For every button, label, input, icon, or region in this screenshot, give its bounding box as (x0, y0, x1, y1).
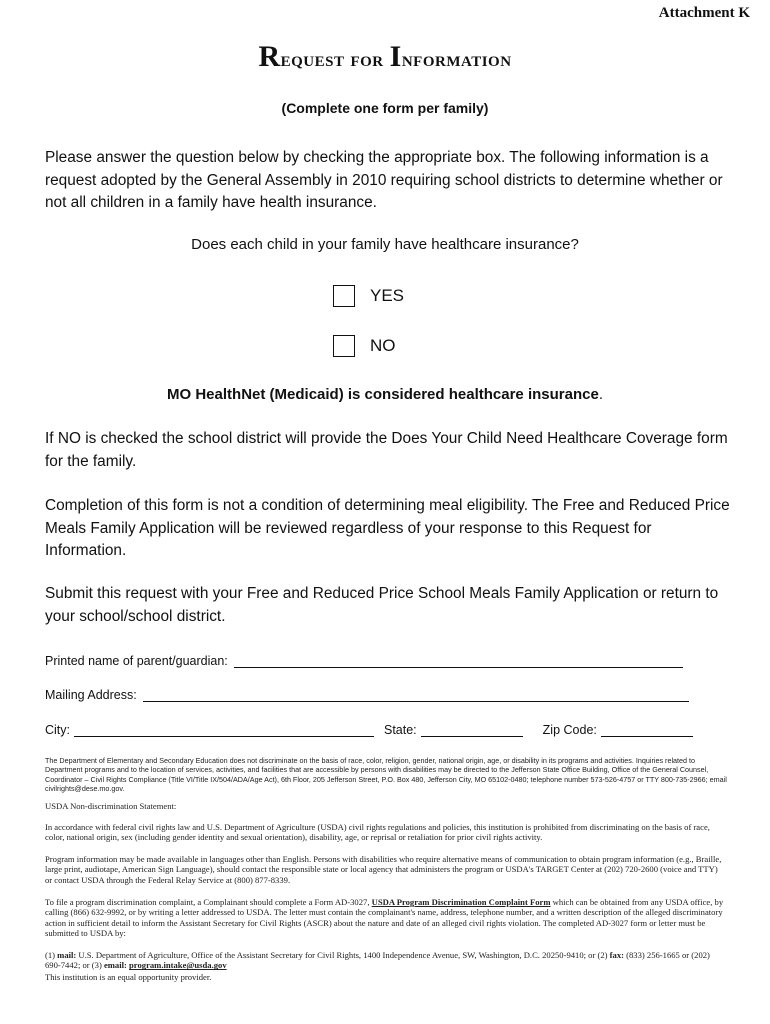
city-state-zip-row (45, 721, 693, 737)
no-label: NO (370, 336, 396, 355)
usda-paragraph-3 (45, 897, 727, 939)
city-label: City: (45, 723, 70, 737)
yes-checkbox[interactable] (333, 285, 355, 307)
attachment-label: Attachment K (658, 5, 750, 21)
insurance-question: Does each child in your family have healthcare insurance? (191, 236, 579, 253)
zip-label: Zip Code: (542, 723, 597, 737)
title-part-1: equest for (280, 46, 390, 71)
usda-p4-part-a: (1) (45, 950, 58, 960)
usda-paragraph-4 (45, 950, 727, 971)
no-checked-paragraph: If NO is checked the school district will provide the Does Your Child Need Healthcare Coverage form for the family. (45, 430, 728, 470)
fax-label: fax: (609, 950, 624, 960)
medicaid-note-bold: MO HealthNet (Medicaid) is considered healthcare insurance (167, 386, 599, 403)
state-input[interactable] (421, 721, 523, 737)
parent-name-input[interactable] (234, 652, 683, 668)
complaint-form-link[interactable]: USDA Program Discrimination Complaint Form (371, 897, 551, 907)
city-input[interactable] (74, 721, 374, 737)
parent-name-label: Printed name of parent/guardian: (45, 654, 228, 668)
mailing-address-input[interactable] (143, 686, 689, 702)
mail-label: mail: (57, 950, 77, 960)
state-label: State: (384, 723, 417, 737)
page-subtitle: (Complete one form per family) (281, 100, 489, 116)
usda-p4-part-b: U.S. Department of Agriculture, Office of the Assistant Secretary for Civil Rights, 1400 Independence Avenue, SW, Washington, D.C. 20250-9410; or (2) (76, 950, 610, 960)
dese-nondiscrimination-notice: The Department of Elementary and Secondary Education does not discriminate on the basis of race, color, religion, gender, national origin, age, or disability in its programs and activities. Inquiries related to Department programs and to the location of services, activities, and facilities that are accessible by persons with disabilities may be directed to the Jefferson State Office Building, Office of the General Counsel, Coordinator – Civil Rights Compliance (Title VI/Title IX/504/ADA/Age Act), 6th Floor, 205 Jefferson Street, P.O. Box 480, Jefferson City, MO 65102-0480; telephone number 573-526-4757 or TTY 800-735-2966; email civilrights@dese.mo.gov. (45, 756, 727, 794)
yes-label: YES (370, 286, 405, 305)
parent-name-row (45, 652, 683, 668)
usda-paragraph-1: In accordance with federal civil rights law and U.S. Department of Agriculture (USDA) civil rights regulations and policies, this institution is prohibited from discriminating on the basis of race, color, national origin, sex (including gender identity and sexual orientation), disability, age, or reprisal or retaliation for prior civil rights activity. (45, 822, 710, 843)
medicaid-note (0, 386, 770, 403)
zip-input[interactable] (601, 721, 693, 737)
usda-email-link[interactable]: program.intake@usda.gov (129, 960, 227, 971)
mailing-address-row (45, 686, 689, 702)
mailing-address-label: Mailing Address: (45, 688, 137, 702)
page-title (0, 40, 770, 74)
usda-paragraph-2: Program information may be made available in languages other than English. Persons with disabilities who require alternative means of communication to obtain program information (e.g., Braille, large print, audiotape, American Sign Language), should contact the responsible state or local agency that administers the program or USDA's TARGET Center at (202) 720-2600 (voice and TTY) or contact USDA through the Federal Relay Service at (800) 877-8339. (45, 854, 722, 885)
no-checkbox[interactable] (333, 335, 355, 357)
usda-p4-part-c: (833) 256-1665 or (202) 690-7442; or (3) (45, 950, 710, 971)
usda-heading: USDA Non-discrimination Statement: (45, 801, 177, 811)
medicaid-note-end: . (598, 386, 603, 403)
option-no (333, 333, 396, 359)
completion-paragraph: Completion of this form is not a condition of determining meal eligibility. The Free and Reduced Price Meals Family Application will be reviewed regardless of your response to this Request for Information. (45, 497, 730, 559)
equal-opportunity-statement: This institution is an equal opportunity provider. (45, 972, 212, 982)
email-label: email: (103, 960, 127, 971)
title-initial-i: I (389, 40, 402, 73)
usda-p3-start: To file a program discrimination complaint, a Complainant should complete a Form AD-3027, (45, 897, 372, 907)
submit-paragraph: Submit this request with your Free and Reduced Price School Meals Family Application or return to your school/school district. (45, 585, 719, 625)
intro-paragraph: Please answer the question below by checking the appropriate box. The following information is a request adopted by the General Assembly in 2010 requiring school districts to determine whether or not all children in a family have health insurance. (45, 149, 723, 211)
title-part-2: nformation (401, 46, 512, 71)
option-yes (333, 283, 404, 309)
usda-p3-rest: which can be obtained from any USDA office, by calling (866) 632-9992, or by writing a letter addressed to USDA. The letter must contain the complainant's name, address, telephone number, and a written description of the alleged discriminatory action in sufficient detail to inform the Assistant Secretary for Civil Rights (ASCR) about the nature and date of an alleged civil rights violation. The completed AD-3027 form or letter must be submitted to USDA by: (45, 897, 724, 939)
title-initial-r: R (258, 40, 281, 73)
